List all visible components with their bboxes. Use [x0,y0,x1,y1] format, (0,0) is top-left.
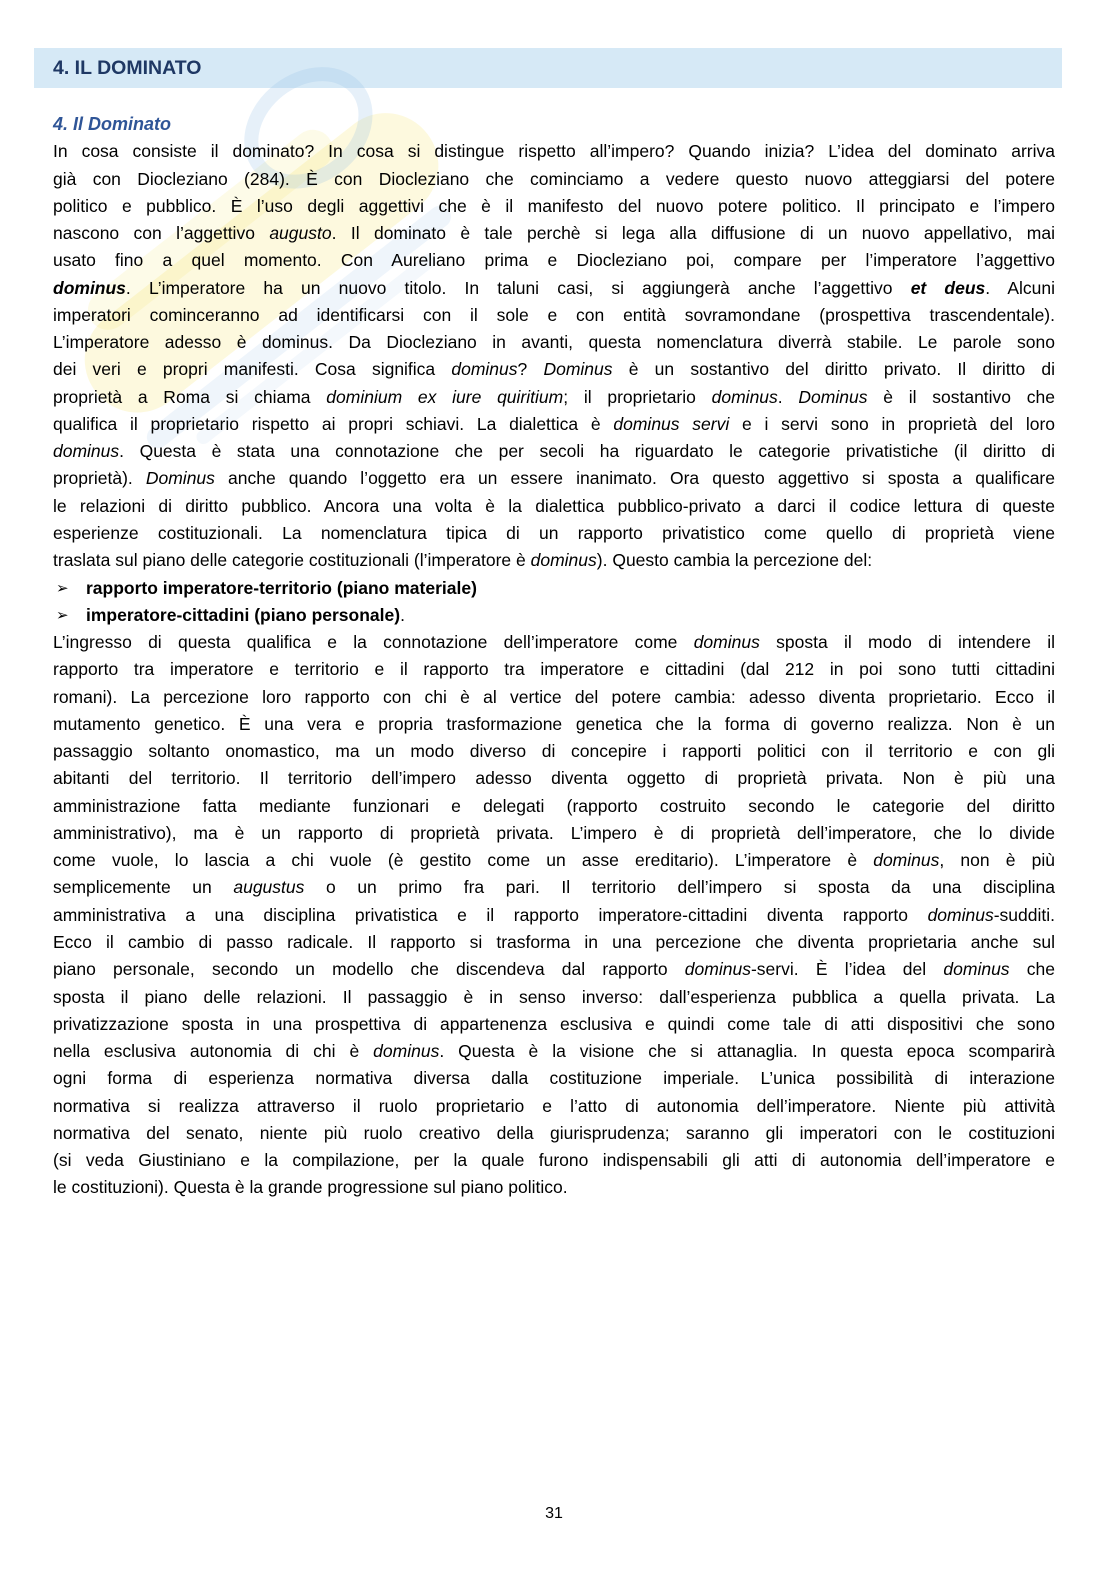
text-run: ? [517,359,544,380]
arrow-bullet-icon [56,602,69,629]
text-run: semplicemente un [53,877,234,898]
text-line [53,711,1055,738]
text-line [53,547,1055,574]
text-run: proprietà). [53,468,146,489]
text-run: nascono con l’aggettivo [53,223,270,244]
text-run: piano personale, secondo un modello che discendeva dal rapporto [53,959,685,980]
text-line [53,275,1055,302]
text-run: mutamento genetico. È una vera e propria trasformazione genetica che la forma di governo realizza. Non è un [53,713,1055,734]
text-run: -sudditi. [993,904,1055,925]
text-run: ogni forma di esperienza normativa diversa dalla costituzione imperiale. L’unica possibilità di interazione [53,1068,1055,1089]
paragraph-2 [53,629,1055,1202]
text-run: , non è più [939,850,1056,871]
text-run: già con Diocleziano (284). È con Diocleziano che cominciamo a vedere questo nuovo atteggiarsi del potere [53,168,1055,189]
text-line [53,411,1055,438]
text-line [53,1093,1055,1120]
bullet-item [53,575,1055,602]
italic-term: augustus [233,877,305,898]
text-line [53,793,1055,820]
text-run: rapporto tra imperatore e territorio e il rapporto tra imperatore e cittadini (dal 212 in poi sono tutti cittadini [53,659,1055,680]
text-run: amministrativa a una disciplina privatistica e il rapporto imperatore-cittadini diventa rapporto [53,904,928,925]
text-run: che [1009,959,1056,980]
text-line [53,1038,1055,1065]
italic-term: dominus [373,1041,440,1062]
text-run: dei veri e propri manifesti. Cosa significa [53,359,452,380]
text-run: amministrativo), ma è un rapporto di proprietà privata. L’impero è di proprietà dell’imperatore, che lo divide [53,822,1055,843]
text-line [53,874,1055,901]
text-line [53,1065,1055,1092]
text-run: . Il dominato è tale perchè si lega alla diffusione di un nuovo appellativo, mai [331,223,1055,244]
text-line [53,166,1055,193]
paragraph-1 [53,138,1055,574]
text-line [53,1011,1055,1038]
italic-term: dominus [53,441,120,462]
text-line [53,520,1055,547]
text-run: normativa del senato, niente più ruolo creativo della giurisprudenza; saranno gli imperatori con le costituzioni [53,1122,1055,1143]
italic-term: Dominus [798,386,868,407]
text-run: o un primo fra pari. Il territorio dell’impero si sposta da una disciplina [304,877,1055,898]
text-run: le costituzioni). Questa è la grande progressione sul piano politico. [53,1177,568,1198]
text-run: normativa si realizza attraverso il ruolo proprietario e l’atto di autonomia dell’imperatore. Niente più attività [53,1095,1055,1116]
italic-term: Dominus [145,468,215,489]
text-run: -servi. È l’idea del [750,959,944,980]
text-run: amministrazione fatta mediante funzionari e delegati (rapporto costruito secondo le categorie del diritto [53,795,1055,816]
text-run: L’imperatore adesso è dominus. Da Diocleziano in avanti, questa nomenclatura diverrà stabile. Le parole sono [53,332,1055,353]
text-run: come vuole, lo lascia a chi vuole (è gestito come un asse ereditario). L’imperatore è [53,850,874,871]
text-line [53,356,1055,383]
document-body [53,111,1055,1202]
bullet-text [86,605,405,625]
italic-term: dominus [530,550,597,571]
text-run: . Questa è stata una connotazione che per secoli ha riguardato le categorie privatistiche (il diritto di [119,441,1055,462]
text-line [53,1147,1055,1174]
text-run: è un sostantivo del diritto privato. Il diritto di [612,359,1055,380]
text-run: romani). La percezione loro rapporto con chi è al vertice del potere cambia: adesso diventa proprietario. Ecco il [53,686,1055,707]
text-run: . [777,386,799,407]
italic-term: dominus [873,850,940,871]
italic-term: dominus [711,386,778,407]
italic-term: augusto [269,223,332,244]
text-line [53,493,1055,520]
bold-term: rapporto imperatore-territorio (piano materiale) [86,577,477,598]
text-line [53,984,1055,1011]
text-line [53,302,1055,329]
text-run: privatizzazione sposta in una prospettiva di appartenenza esclusiva e quindi come tale di atti dispositivi che sono [53,1013,1055,1034]
text-line [53,384,1055,411]
text-line [53,1174,1055,1201]
text-line [53,820,1055,847]
bullet-list [53,575,1055,630]
section-subtitle: 4. Il Dominato [53,114,172,134]
italic-term: dominus servi [613,413,730,434]
italic-term: dominus [451,359,518,380]
text-line [53,247,1055,274]
text-run: usato fino a quel momento. Con Aureliano prima e Diocleziano poi, compare per l’imperatore l’aggettivo [53,250,1055,271]
text-run: L’ingresso di questa qualifica e la connotazione dell’imperatore come [53,632,694,653]
text-run: . Questa è la visione che si attanaglia. In questa epoca scomparirà [439,1041,1055,1062]
text-line [53,193,1055,220]
text-line [53,220,1055,247]
text-line [53,465,1055,492]
text-run: nella esclusiva autonomia di chi è [53,1041,374,1062]
italic-term: dominus [927,904,994,925]
text-run: . [400,604,405,625]
italic-term: dominus [684,959,751,980]
text-run: imperatori cominceranno ad identificarsi con il sole e con entità sovramondane (prospettiva trascendentale). [53,304,1055,325]
italic-term: dominus [693,632,760,653]
text-line [53,765,1055,792]
text-run: abitanti del territorio. Il territorio dell’impero adesso diventa oggetto di proprietà privata. Non è più una [53,768,1055,789]
text-run: Ecco il cambio di passo radicale. Il rapporto si trasforma in una percezione che diventa proprietaria anche sul [53,931,1055,952]
text-line [53,902,1055,929]
italic-term: Dominus [543,359,613,380]
text-run: anche quando l’oggetto era un essere inanimato. Ora questo aggettivo si sposta a qualificare [214,468,1055,489]
section-header-title: 4. IL DOMINATO [53,57,202,79]
text-run: politico e pubblico. È l’uso degli aggettivi che è il manifesto del nuovo potere politico. Il principato e l’impero [53,195,1055,216]
text-line [53,929,1055,956]
italic-term: dominium ex iure quiritium [326,386,564,407]
italic-term: dominus [943,959,1010,980]
text-line [53,629,1055,656]
text-run: ; il proprietario [563,386,712,407]
bullet-text [86,578,477,598]
bold-italic-term: et deus [910,277,986,298]
text-line [53,329,1055,356]
text-run: sposta il modo di intendere il [759,632,1056,653]
text-line [53,138,1055,165]
text-run: . Alcuni [985,277,1055,298]
text-run: proprietà a Roma si chiama [53,386,327,407]
text-line [53,847,1055,874]
text-run: esperienze costituzionali. La nomenclatura tipica di un rapporto privatistico come quello di proprietà viene [53,522,1055,543]
text-run: è il sostantivo che [867,386,1056,407]
text-run: (si veda Giustiniano e la compilazione, per la quale furono indispensabili gli atti di autonomia dell’imperatore e [53,1150,1055,1171]
text-line [53,438,1055,465]
text-run: qualifica il proprietario rispetto ai propri schiavi. La dialettica è [53,413,614,434]
bold-italic-term: dominus [53,277,126,298]
bullet-item [53,602,1055,629]
text-run: sposta il piano delle relazioni. Il passaggio è in senso inverso: dall’esperienza pubblica a quella privata. La [53,986,1055,1007]
text-line [53,956,1055,983]
text-run: . L’imperatore ha un nuovo titolo. In taluni casi, si aggiungerà anche l’aggettivo [125,277,911,298]
text-run: In cosa consiste il dominato? In cosa si distingue rispetto all’impero? Quando inizia? L’idea del dominato arriva [53,141,1055,162]
bold-term: imperatore-cittadini (piano personale) [86,604,401,625]
text-run: traslata sul piano delle categorie costituzionali (l’imperatore è [53,550,531,571]
text-run: ). Questo cambia la percezione del: [596,550,873,571]
arrow-bullet-icon [56,575,69,602]
page-number: 31 [545,1505,563,1522]
section-header-band [34,48,1062,88]
text-run: e i servi sono in proprietà del loro [729,413,1055,434]
text-run: passaggio soltanto onomastico, ma un modo diverso di concepire i rapporti politici con il territorio e con gli [53,741,1055,762]
text-line [53,684,1055,711]
text-line [53,656,1055,683]
text-run: le relazioni di diritto pubblico. Ancora una volta è la dialettica pubblico-privato a darci il codice lettura di queste [53,495,1055,516]
text-line [53,738,1055,765]
text-line [53,1120,1055,1147]
